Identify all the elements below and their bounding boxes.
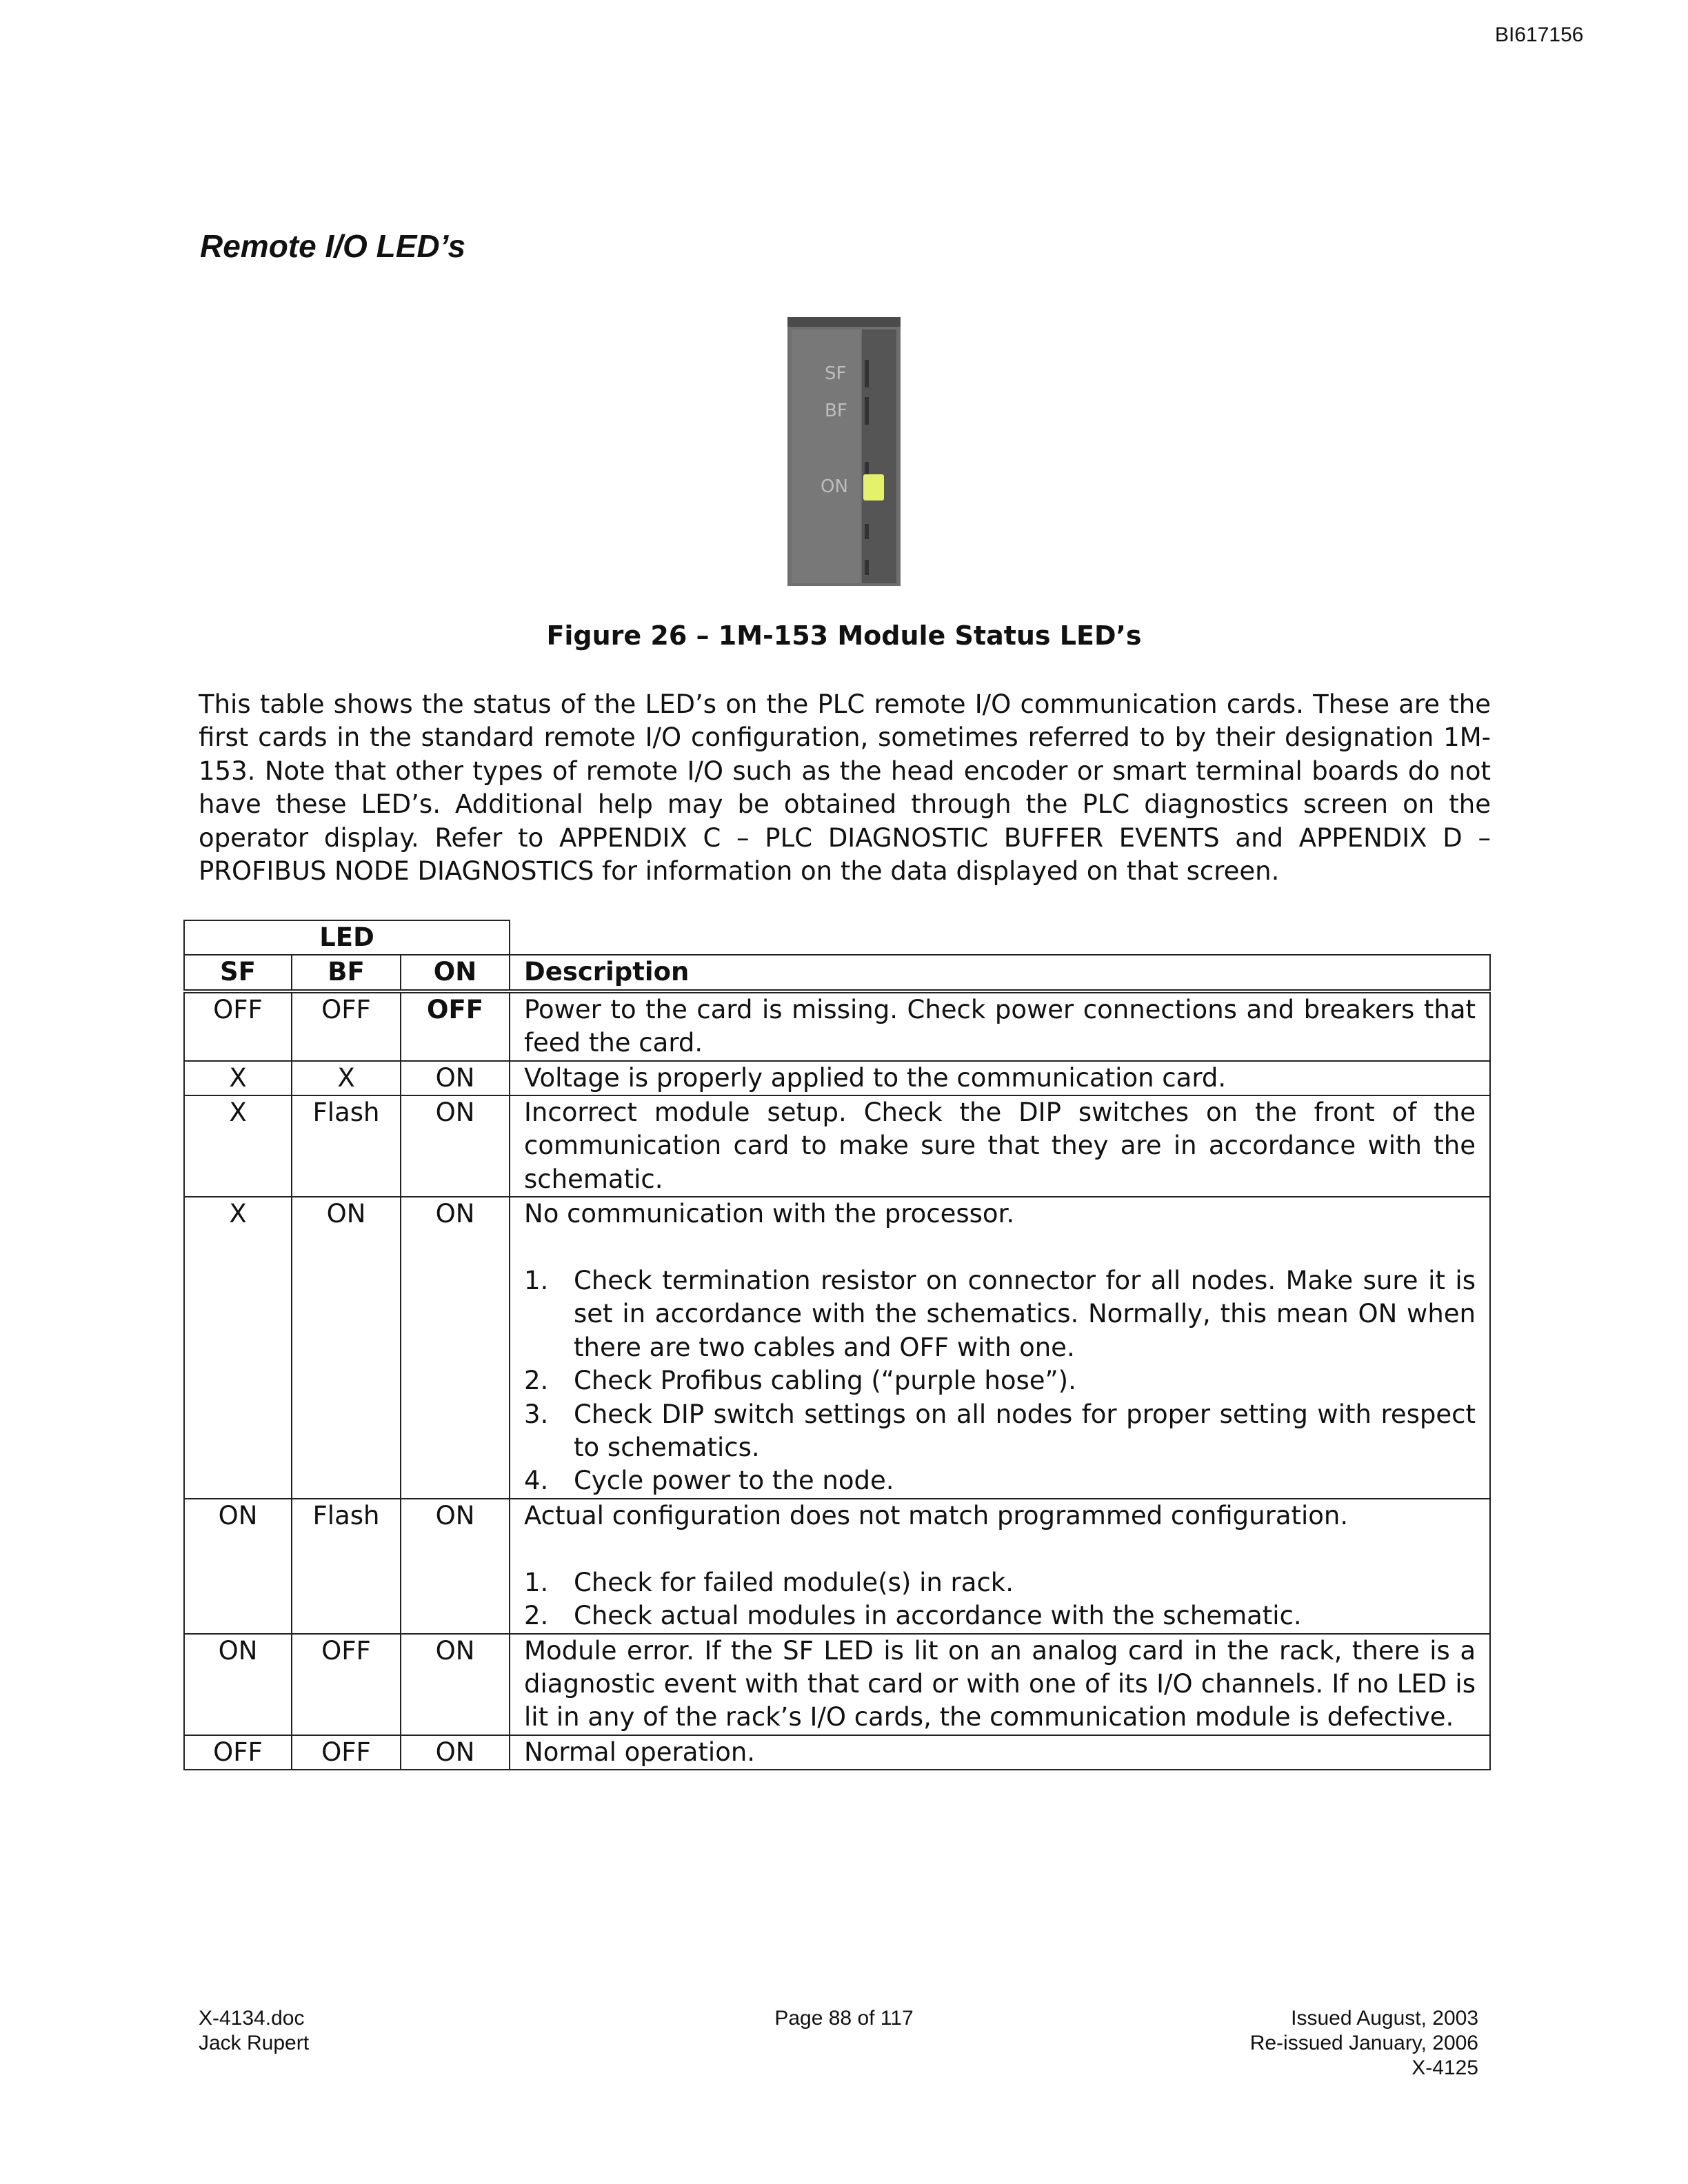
description-cell: Incorrect module setup. Check the DIP switches on the front of the communication card to make sure that they are in accordance with the schematic. bbox=[510, 1095, 1490, 1197]
sf-cell: OFF bbox=[184, 991, 292, 1061]
on-cell: ON bbox=[401, 1735, 510, 1770]
list-item bbox=[524, 1464, 1476, 1497]
led-status-table bbox=[183, 920, 1491, 1770]
figure-caption: Figure 26 – 1M-153 Module Status LED’s bbox=[546, 620, 1142, 651]
step-text: Check Profibus cabling (“purple hose”). bbox=[574, 1366, 1076, 1396]
list-item bbox=[524, 1566, 1476, 1599]
on-cell: ON bbox=[401, 1634, 510, 1735]
step-text: Check DIP switch settings on all nodes for proper setting with respect to schematics. bbox=[574, 1399, 1476, 1463]
document-id: BI617156 bbox=[1495, 23, 1584, 46]
spacer bbox=[524, 1533, 1476, 1566]
sf-cell: ON bbox=[184, 1634, 292, 1735]
step-text: Check for failed module(s) in rack. bbox=[574, 1567, 1014, 1597]
table-row bbox=[184, 1095, 1490, 1197]
col-header-description: Description bbox=[510, 955, 1490, 991]
footer-doc-code: X-4125 bbox=[1411, 2056, 1478, 2079]
list-item bbox=[524, 1364, 1476, 1397]
bf-cell: X bbox=[292, 1061, 401, 1095]
col-header-sf: SF bbox=[184, 955, 292, 991]
sf-cell: X bbox=[184, 1095, 292, 1197]
footer-filename: X-4134.doc bbox=[199, 2007, 305, 2030]
sf-cell: ON bbox=[184, 1499, 292, 1634]
header-blank bbox=[510, 920, 1490, 955]
footer-page-number: Page 88 of 117 bbox=[774, 2007, 914, 2030]
sf-led-label: SF bbox=[825, 363, 847, 384]
description-text: No communication with the processor. bbox=[524, 1199, 1015, 1229]
step-number: 1. bbox=[524, 1567, 549, 1597]
led-module-photo bbox=[787, 317, 901, 586]
list-item bbox=[524, 1398, 1476, 1465]
sf-cell: X bbox=[184, 1197, 292, 1499]
troubleshooting-steps bbox=[524, 1566, 1476, 1633]
bf-led-label: BF bbox=[825, 401, 847, 421]
step-text: Check actual modules in accordance with the schematic. bbox=[574, 1601, 1302, 1631]
description-cell: Normal operation. bbox=[510, 1735, 1490, 1770]
bf-cell: Flash bbox=[292, 1095, 401, 1197]
footer-reissued: Re-issued January, 2006 bbox=[1249, 2032, 1478, 2054]
description-cell bbox=[510, 1499, 1490, 1634]
description-cell: Voltage is properly applied to the communication card. bbox=[510, 1061, 1490, 1095]
table-row bbox=[184, 1634, 1490, 1735]
description-cell: Power to the card is missing. Check power connections and breakers that feed the card. bbox=[510, 991, 1490, 1061]
col-header-bf: BF bbox=[292, 955, 401, 991]
step-number: 3. bbox=[524, 1399, 549, 1429]
on-cell: ON bbox=[401, 1499, 510, 1634]
step-number: 2. bbox=[524, 1601, 549, 1631]
bf-cell: ON bbox=[292, 1197, 401, 1499]
sf-cell: X bbox=[184, 1061, 292, 1095]
table-row bbox=[184, 991, 1490, 1061]
on-led-lit bbox=[863, 474, 884, 501]
on-cell: ON bbox=[401, 1095, 510, 1197]
on-led-label: ON bbox=[821, 476, 848, 497]
table-row bbox=[184, 1735, 1490, 1770]
intro-paragraph: This table shows the status of the LED’s on the PLC remote I/O communication cards. These are the first cards in the standard remote I/O configuration, sometimes referred to by their designation 1M-153. Note that other types of remote I/O such as the head encoder or smart terminal boards do not have these LED’s. Additional help may be obtained through the PLC diagnostics screen on the operator display. Refer to APPENDIX C – PLC DIAGNOSTIC BUFFER EVENTS and APPENDIX D – PROFIBUS NODE DIAGNOSTICS for information on the data displayed on that screen. bbox=[199, 689, 1491, 887]
footer-right bbox=[1250, 2006, 1478, 2081]
list-item bbox=[524, 1264, 1476, 1364]
sf-cell: OFF bbox=[184, 1735, 292, 1770]
footer-issued: Issued August, 2003 bbox=[1291, 2007, 1478, 2030]
bf-cell: Flash bbox=[292, 1499, 401, 1634]
table-row bbox=[184, 1197, 1490, 1499]
on-cell: ON bbox=[401, 1197, 510, 1499]
section-title: Remote I/O LED’s bbox=[200, 228, 466, 264]
table-row bbox=[184, 1061, 1490, 1095]
step-number: 1. bbox=[524, 1266, 549, 1296]
col-header-on: ON bbox=[401, 955, 510, 991]
step-number: 4. bbox=[524, 1466, 549, 1496]
led-group-header: LED bbox=[184, 920, 510, 955]
bf-cell: OFF bbox=[292, 1735, 401, 1770]
description-text: Actual configuration does not match programmed configuration. bbox=[524, 1500, 1349, 1530]
spacer bbox=[524, 1231, 1476, 1264]
on-cell: ON bbox=[401, 1061, 510, 1095]
step-text: Check termination resistor on connector for all nodes. Make sure it is set in accordance with the schematics. Normally, this mean ON when there are two cables and OFF with one. bbox=[574, 1266, 1476, 1362]
on-cell: OFF bbox=[401, 991, 510, 1061]
step-text: Cycle power to the node. bbox=[574, 1466, 894, 1496]
list-item bbox=[524, 1599, 1476, 1632]
description-cell bbox=[510, 1197, 1490, 1499]
bf-cell: OFF bbox=[292, 991, 401, 1061]
footer-author: Jack Rupert bbox=[199, 2032, 310, 2054]
step-number: 2. bbox=[524, 1366, 549, 1396]
description-cell: Module error. If the SF LED is lit on an analog card in the rack, there is a diagnostic event with that card or with one of its I/O channels. If no LED is lit in any of the rack’s I/O cards, the communication module is defective. bbox=[510, 1634, 1490, 1735]
troubleshooting-steps bbox=[524, 1264, 1476, 1498]
bf-cell: OFF bbox=[292, 1634, 401, 1735]
table-row bbox=[184, 1499, 1490, 1634]
